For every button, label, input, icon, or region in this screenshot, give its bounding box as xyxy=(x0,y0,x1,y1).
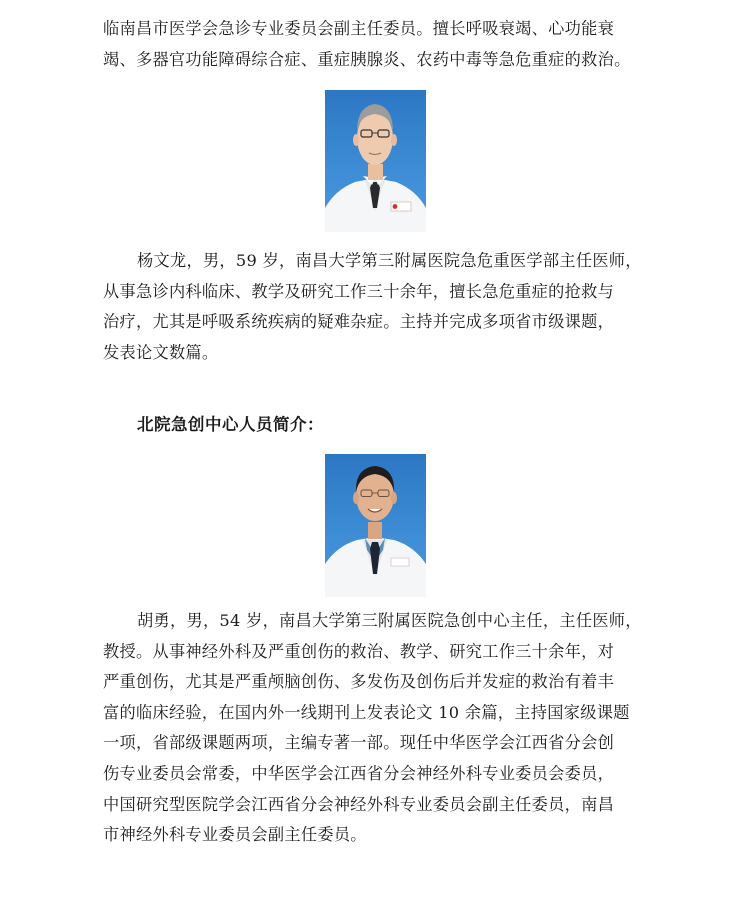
text-line: 临南昌市医学会急诊专业委员会副主任委员。擅长呼吸衰竭、心功能衰 xyxy=(103,19,615,38)
doctor-portrait-hu xyxy=(325,454,426,597)
text-line: 一项，省部级课题两项，主编专著一部。现任中华医学会江西省分会创 xyxy=(103,733,615,753)
text-line: 中国研究型医院学会江西省分会神经外科专业委员会副主任委员，南昌 xyxy=(103,794,615,814)
text-line: 教授。从事神经外科及严重创伤的救治、教学、研究工作三十余年，对 xyxy=(103,641,615,661)
doctor-portrait-icon xyxy=(325,90,426,232)
text-line: 杨文龙，男，59 岁，南昌大学第三附属医院急危重医学部主任医师， xyxy=(137,251,642,270)
text-line: 治疗，尤其是呼吸系统疾病的疑难杂症。主持并完成多项省市级课题， xyxy=(103,312,615,332)
text-line: 从事急诊内科临床、教学及研究工作三十余年，擅长急危重症的抢救与 xyxy=(103,281,615,301)
text-line: 胡勇，男，54 岁，南昌大学第三附属医院急创中心主任，主任医师， xyxy=(137,611,642,630)
profile-paragraph-yang xyxy=(103,246,663,368)
text-line: 竭、多器官功能障碍综合症、重症胰腺炎、农药中毒等急危重症的救治。 xyxy=(103,49,631,69)
text-line: 严重创伤，尤其是严重颅脑创伤、多发伤及创伤后并发症的救治有着丰 xyxy=(103,672,615,692)
text-line: 富的临床经验，在国内外一线期刊上发表论文 10 余篇，主持国家级课题 xyxy=(103,702,630,722)
text-line: 市神经外科专业委员会副主任委员。 xyxy=(103,825,367,845)
text-line: 发表论文数篇。 xyxy=(103,342,219,362)
doctor-portrait-yang xyxy=(325,90,426,232)
intro-paragraph xyxy=(103,14,663,75)
doctor-portrait-icon xyxy=(325,454,426,597)
section-heading: 北院急创中心人员简介： xyxy=(137,415,324,434)
profile-paragraph-hu xyxy=(103,606,663,851)
text-line: 伤专业委员会常委，中华医学会江西省分会神经外科专业委员会委员， xyxy=(103,763,615,783)
